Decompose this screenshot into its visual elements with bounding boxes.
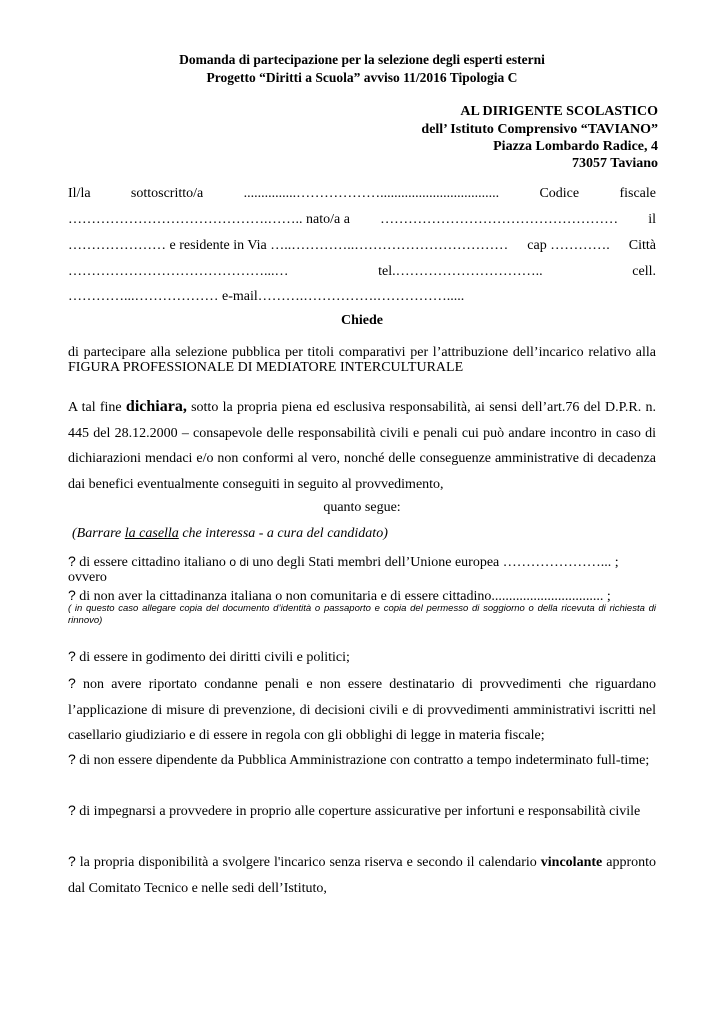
- instruction-underlined: la casella: [124, 526, 179, 541]
- checkbox-icon[interactable]: ?: [68, 675, 76, 691]
- label-citta: Città: [628, 238, 656, 253]
- field-birth-city[interactable]: ……………………………………………: [380, 212, 619, 227]
- form-row-address: [68, 238, 656, 254]
- checkbox-employee[interactable]: ? di non essere dipendente da Pubblica Amministrazione con contratto a tempo indeterminato full-time;: [68, 751, 650, 768]
- quanto-segue: quanto segue:: [323, 500, 401, 515]
- label-sottoscritto: sottoscritto/a: [130, 186, 204, 201]
- title-line-2: Progetto “Diritti a Scuola” avviso 11/2016 Tipologia C: [206, 70, 518, 85]
- checkbox-penal[interactable]: ? non avere riportato condanne penali e non essere destinatario di provvedimenti che riguardano l’applicazione di misure di prevenzione, di decisioni civili e di provvedimenti amministrativi iscritti nel casellario giudiziario e di essere in regola con gli obblighi di legge in materia fiscale;: [68, 675, 656, 743]
- checkbox-icon[interactable]: ?: [68, 648, 76, 664]
- field-name[interactable]: ...............………………..................................: [243, 186, 500, 201]
- label-fiscale: fiscale: [619, 186, 656, 201]
- field-tel[interactable]: tel.…………………………..: [378, 264, 543, 279]
- form-row-email[interactable]: …………...……………… e-mail……….…………….…………….....: [68, 289, 465, 304]
- checkbox-citizen[interactable]: ? di essere cittadino italiano o di uno degli Stati membri dell’Unione europea …………………... ;: [68, 553, 619, 570]
- checkbox-icon[interactable]: ?: [68, 802, 76, 818]
- recipient-line-2: dell’ Istituto Comprensivo “TAVIANO”: [421, 122, 658, 137]
- instruction-line: (Barrare la casella che interessa - a cura del candidato): [72, 526, 388, 541]
- checkbox-insurance[interactable]: ? di impegnarsi a provvedere in proprio alle coperture assicurative per infortuni e responsabilità civile: [68, 802, 641, 819]
- recipient-line-4: 73057 Taviano: [572, 156, 658, 171]
- checkbox-icon[interactable]: ?: [68, 587, 76, 603]
- checkbox-availability[interactable]: ? la propria disponibilità a svolgere l'incarico senza riserva e secondo il calendario vincolante appronto dal Comitato Tecnico e nelle sedi dell’Istituto,: [68, 853, 657, 896]
- ovvero-label: ovvero: [68, 570, 107, 585]
- checkbox-non-citizen[interactable]: ? di non aver la cittadinanza italiana o non comunitaria e di essere cittadino................................ ;: [68, 587, 611, 604]
- checkbox-icon[interactable]: ?: [68, 751, 76, 767]
- checkbox-icon[interactable]: ?: [68, 553, 76, 569]
- declaration-keyword: dichiara,: [125, 398, 187, 415]
- recipient-line-3: Piazza Lombardo Radice, 4: [493, 139, 658, 154]
- form-row-contacts: [68, 264, 656, 280]
- availability-bold: vincolante: [540, 855, 603, 870]
- field-street[interactable]: ………………… e residente in Via …..…………..……………………………: [68, 238, 509, 253]
- title-line-1: Domanda di partecipazione per la selezione degli esperti esterni: [179, 52, 545, 67]
- field-city[interactable]: ……………………………………...…: [68, 264, 289, 279]
- declaration-rest: sotto la propria piena ed esclusiva responsabilità, ai sensi dell’art.76 del D.P.R. n. 445 del 28.12.2000 – consapevole delle responsabilità civili e penali cui può andare incontro in caso di dichiarazioni mendaci e/o non conformi al vero, nonché delle conseguenze amministrative di decadenza dai benefici eventualmente conseguiti in seguito al provvedimento,: [68, 400, 657, 492]
- field-cap[interactable]: cap ………….: [527, 238, 610, 253]
- recipient-line-1: AL DIRIGENTE SCOLASTICO: [460, 104, 658, 119]
- request-paragraph: di partecipare alla selezione pubblica per titoli comparativi per l’attribuzione dell’incarico relativo alla FIGURA PROFESSIONALE DI MEDIATORE INTERCULTURALE: [68, 345, 656, 375]
- declaration-start: A tal fine: [68, 400, 122, 415]
- form-row-birth: [68, 212, 656, 228]
- label-il: il: [648, 212, 656, 227]
- label-codice: Codice: [539, 186, 580, 201]
- declaration-paragraph: [68, 394, 656, 497]
- chiede-heading: Chiede: [341, 313, 383, 328]
- label-cell: cell.: [632, 264, 656, 279]
- checkbox-rights[interactable]: ? di essere in godimento dei diritti civili e politici;: [68, 648, 350, 665]
- checkbox-icon[interactable]: ?: [68, 853, 76, 869]
- field-birthplace[interactable]: …………………………………….…….. nato/a a: [68, 212, 350, 227]
- label-il-la: Il/la: [68, 186, 91, 201]
- document-note: ( in questo caso allegare copia del documento d’identità o passaporto e copia del permesso di soggiorno o della ricevuta di richiesta di rinnovo): [68, 603, 656, 626]
- form-row-name: [68, 186, 656, 202]
